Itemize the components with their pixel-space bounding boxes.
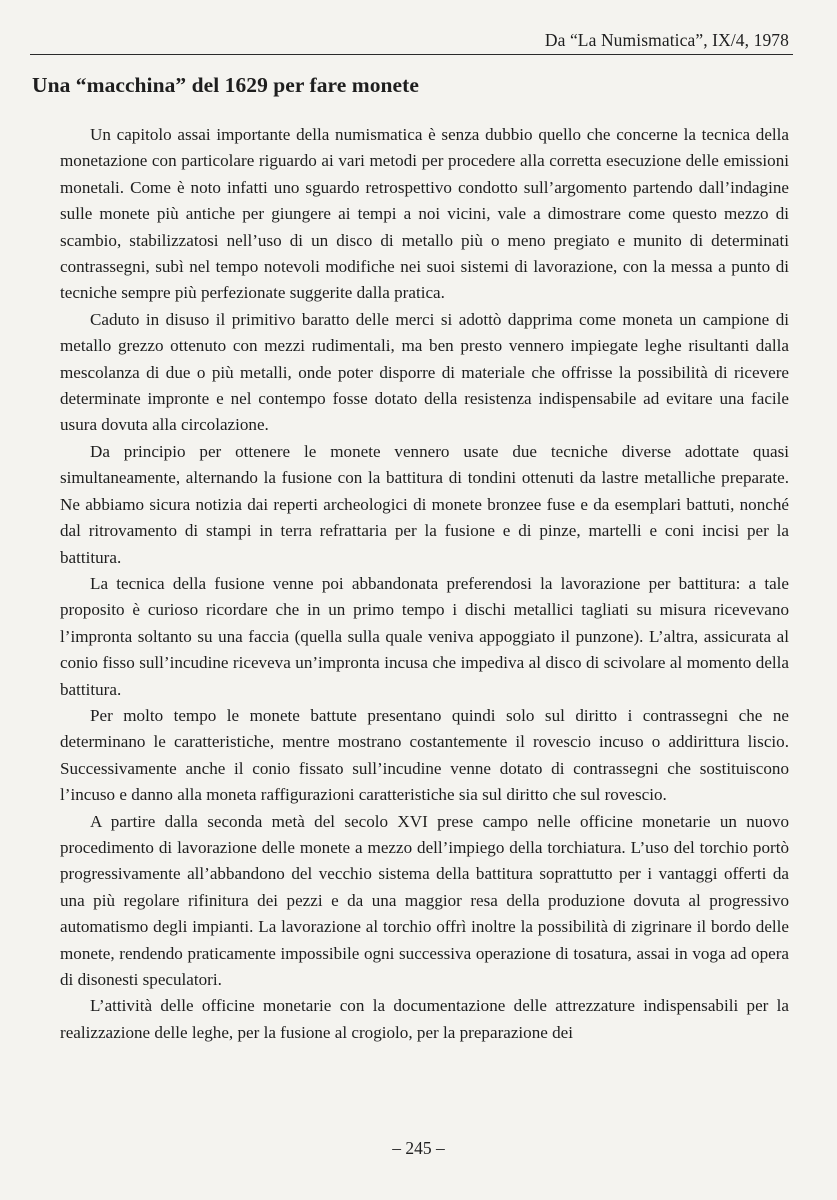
page-number: – 245 – xyxy=(392,1138,445,1158)
paragraph-7: L’attività delle officine monetarie con la documentazione delle attrezzature indispensabili per la realizzazione delle leghe, per la fusione al crogiolo, per la preparazione dei xyxy=(60,996,789,1042)
paragraph-2: Caduto in disuso il primitivo baratto delle merci si adottò dapprima come moneta un campione di metallo grezzo ottenuto con mezzi rudimentali, ma ben presto vennero impiegate leghe risultanti dalla mescolanza di due o più metalli, onde poter disporre di materiale che offrisse la possibilità di ricevere determinate impronte e nel contempo fosse dotato della resistenza indispensabile ad evitare una facile usura dovuta alla circolazione. xyxy=(60,309,789,435)
paragraph-1: Un capitolo assai importante della numismatica è senza dubbio quello che concerne la tecnica della monetazione con particolare riguardo ai vari metodi per procedere alla corretta esecuzione delle emissioni monetali. Come è noto infatti uno sguardo retrospettivo condotto sull’argomento partendo dall’indagine sulle monete più antiche per giungere ai tempi a noi vicini, vale a dimostrare come questo mezzo di scambio, stabilizzatosi nell’uso di un disco di metallo più o meno pregiato e munito di determinati contrassegni, subì nel tempo notevoli modifiche nei suoi sistemi di lavorazione, con la messa a punto di tecniche sempre più perfezionate suggerite dalla pratica. xyxy=(60,125,789,303)
paragraph-5: Per molto tempo le monete battute presentano quindi solo sul diritto i contrassegni che ne determinano le caratteristiche, mentre mostrano costantemente il rovescio incuso o addirittura liscio. Successivamente anche il conio fissato sull’incudine venne dotato di contrassegni che sostituiscono l’incuso e danno alla moneta raffigurazioni caratteristiche sia sul diritto che sul rovescio. xyxy=(60,705,789,805)
paragraph-3: Da principio per ottenere le monete vennero usate due tecniche diverse adottate quasi simultaneamente, alternando la fusione con la battitura di tondini ottenuti da lastre metalliche preparate. Ne abbiamo sicura notizia dai reperti archeologici di monete bronzee fuse e da esemplari battuti, nonché dal ritrovamento di stampi in terra refrattaria per la fusione e di pinze, martelli e coni incisi per la battitura. xyxy=(60,441,789,567)
running-header: Da “La Numismatica”, IX/4, 1978 xyxy=(544,30,789,50)
article-body xyxy=(60,122,789,1046)
article-title: Una “macchina” del 1629 per fare monete xyxy=(32,73,419,97)
header-rule xyxy=(30,54,793,55)
paragraph-6: A partire dalla seconda metà del secolo XVI prese campo nelle officine monetarie un nuovo procedimento di lavorazione delle monete a mezzo dell’impiego della torchiatura. L’uso del torchio portò progressivamente all’abbandono del vecchio sistema della battitura soprattutto per i vantaggi offerti da una più regolare rifinitura dei pezzi e da una maggior resa della produzione dovuta al progressivo automatismo degli impianti. La lavorazione al torchio offrì inoltre la possibilità di zigrinare il bordo delle monete, rendendo praticamente impossibile ogni successiva operazione di tosatura, assai in voga ad opera di disonesti speculatori. xyxy=(60,811,789,989)
paragraph-4: La tecnica della fusione venne poi abbandonata preferendosi la lavorazione per battitura: a tale proposito è curioso ricordare che in un primo tempo i dischi metallici tagliati su misura ricevevano l’impronta soltanto su una faccia (quella sulla quale veniva appoggiato il punzone). L’altra, assicurata al conio fisso sull’incudine riceveva un’impronta incusa che impediva al disco di scivolare al momento della battitura. xyxy=(60,573,789,699)
